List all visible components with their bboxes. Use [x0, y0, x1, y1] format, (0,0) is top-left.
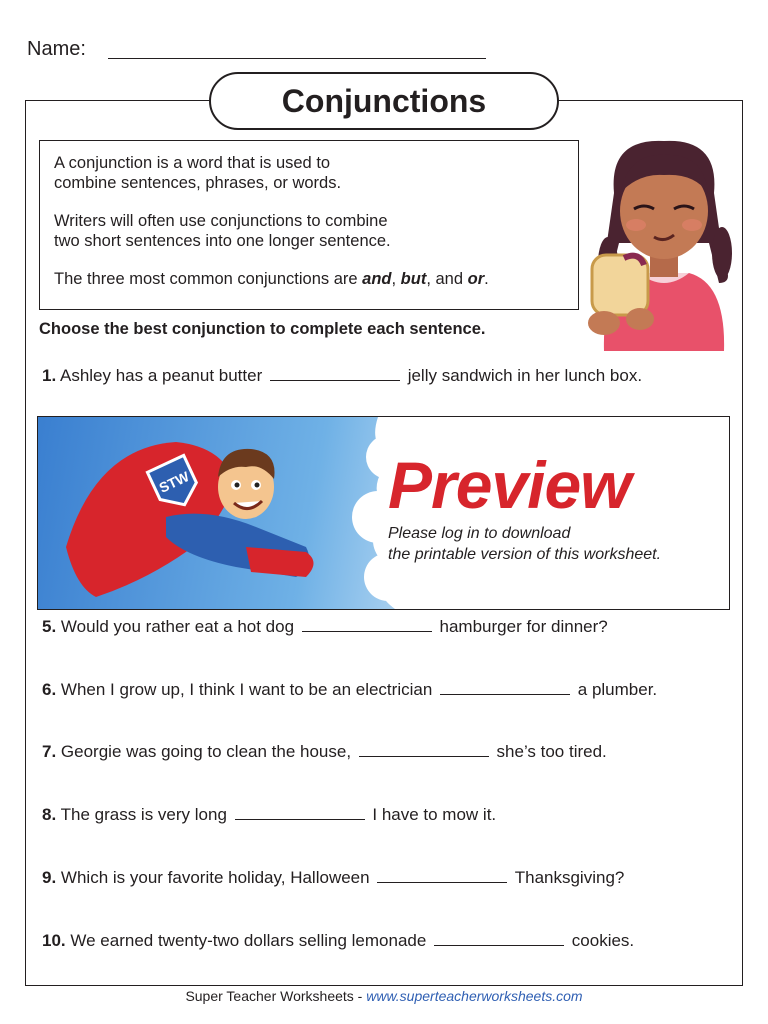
- answer-blank[interactable]: [235, 819, 365, 820]
- question-6: [42, 680, 657, 700]
- question-1: [42, 366, 642, 386]
- conj-but: but: [400, 270, 427, 288]
- info-p2-line2: two short sentences into one longer sentence.: [54, 232, 391, 250]
- question-text-before: Would you rather eat a hot dog: [60, 617, 295, 636]
- question-text-before: We earned twenty-two dollars selling lemonade: [70, 931, 427, 950]
- preview-line-1: Please log in to download: [388, 525, 571, 542]
- answer-blank[interactable]: [440, 694, 570, 695]
- superhero-mascot-icon: [56, 427, 346, 602]
- question-text-after: hamburger for dinner?: [439, 617, 608, 636]
- question-9: [42, 868, 624, 888]
- question-number: 6.: [42, 680, 57, 699]
- info-paragraph-2: [54, 211, 564, 251]
- question-number: 10.: [42, 931, 66, 950]
- info-paragraph-3: [54, 269, 564, 289]
- question-number: 7.: [42, 742, 57, 761]
- question-number: 1.: [42, 366, 57, 385]
- svg-text:STW: STW: [156, 468, 192, 496]
- question-text-after: a plumber.: [577, 680, 658, 699]
- conj-or: or: [467, 270, 485, 288]
- info-box: [39, 140, 579, 310]
- conj-and: and: [362, 270, 392, 288]
- question-text-before: When I grow up, I think I want to be an electrician: [60, 680, 433, 699]
- question-7: [42, 742, 607, 762]
- question-number: 5.: [42, 617, 57, 636]
- info-p1-line2: combine sentences, phrases, or words.: [54, 174, 342, 192]
- question-text-after: Thanksgiving?: [514, 868, 625, 887]
- answer-blank[interactable]: [377, 882, 507, 883]
- question-text-before: Ashley has a peanut butter: [59, 366, 263, 385]
- question-8: [42, 805, 496, 825]
- question-10: [42, 931, 634, 951]
- footer-prefix: Super Teacher Worksheets -: [185, 988, 367, 1004]
- page-title: Conjunctions: [209, 72, 559, 130]
- footer: [0, 988, 768, 1004]
- question-5: [42, 617, 608, 637]
- question-number: 9.: [42, 868, 57, 887]
- info-p2-line1: Writers will often use conjunctions to combine: [54, 212, 388, 230]
- question-text-before: Which is your favorite holiday, Halloween: [60, 868, 370, 887]
- preview-line-2: the printable version of this worksheet.: [388, 546, 662, 563]
- instruction-text: Choose the best conjunction to complete each sentence.: [39, 320, 486, 338]
- question-text-after: she’s too tired.: [496, 742, 607, 761]
- question-number: 8.: [42, 805, 57, 824]
- question-text-before: Georgie was going to clean the house,: [60, 742, 352, 761]
- info-p3-end: .: [484, 270, 489, 288]
- answer-blank[interactable]: [434, 945, 564, 946]
- info-p3-comma1: ,: [391, 270, 401, 288]
- info-p1-line1: A conjunction is a word that is used to: [54, 154, 331, 172]
- question-text-after: cookies.: [571, 931, 635, 950]
- preview-title: Preview: [388, 448, 631, 522]
- name-label: Name:: [27, 38, 86, 60]
- answer-blank[interactable]: [359, 756, 489, 757]
- info-paragraph-1: [54, 153, 564, 193]
- info-p3-prefix: The three most common conjunctions are: [54, 270, 363, 288]
- question-text-before: The grass is very long: [60, 805, 227, 824]
- info-p3-comma2: , and: [426, 270, 468, 288]
- girl-eating-sandwich-illustration: [584, 133, 742, 351]
- question-text-after: I have to mow it.: [372, 805, 497, 824]
- answer-blank[interactable]: [302, 631, 432, 632]
- question-text-after: jelly sandwich in her lunch box.: [407, 366, 643, 385]
- answer-blank[interactable]: [270, 380, 400, 381]
- preview-banner[interactable]: [37, 416, 730, 610]
- name-line[interactable]: [108, 58, 486, 59]
- footer-link[interactable]: www.superteacherworksheets.com: [366, 988, 583, 1004]
